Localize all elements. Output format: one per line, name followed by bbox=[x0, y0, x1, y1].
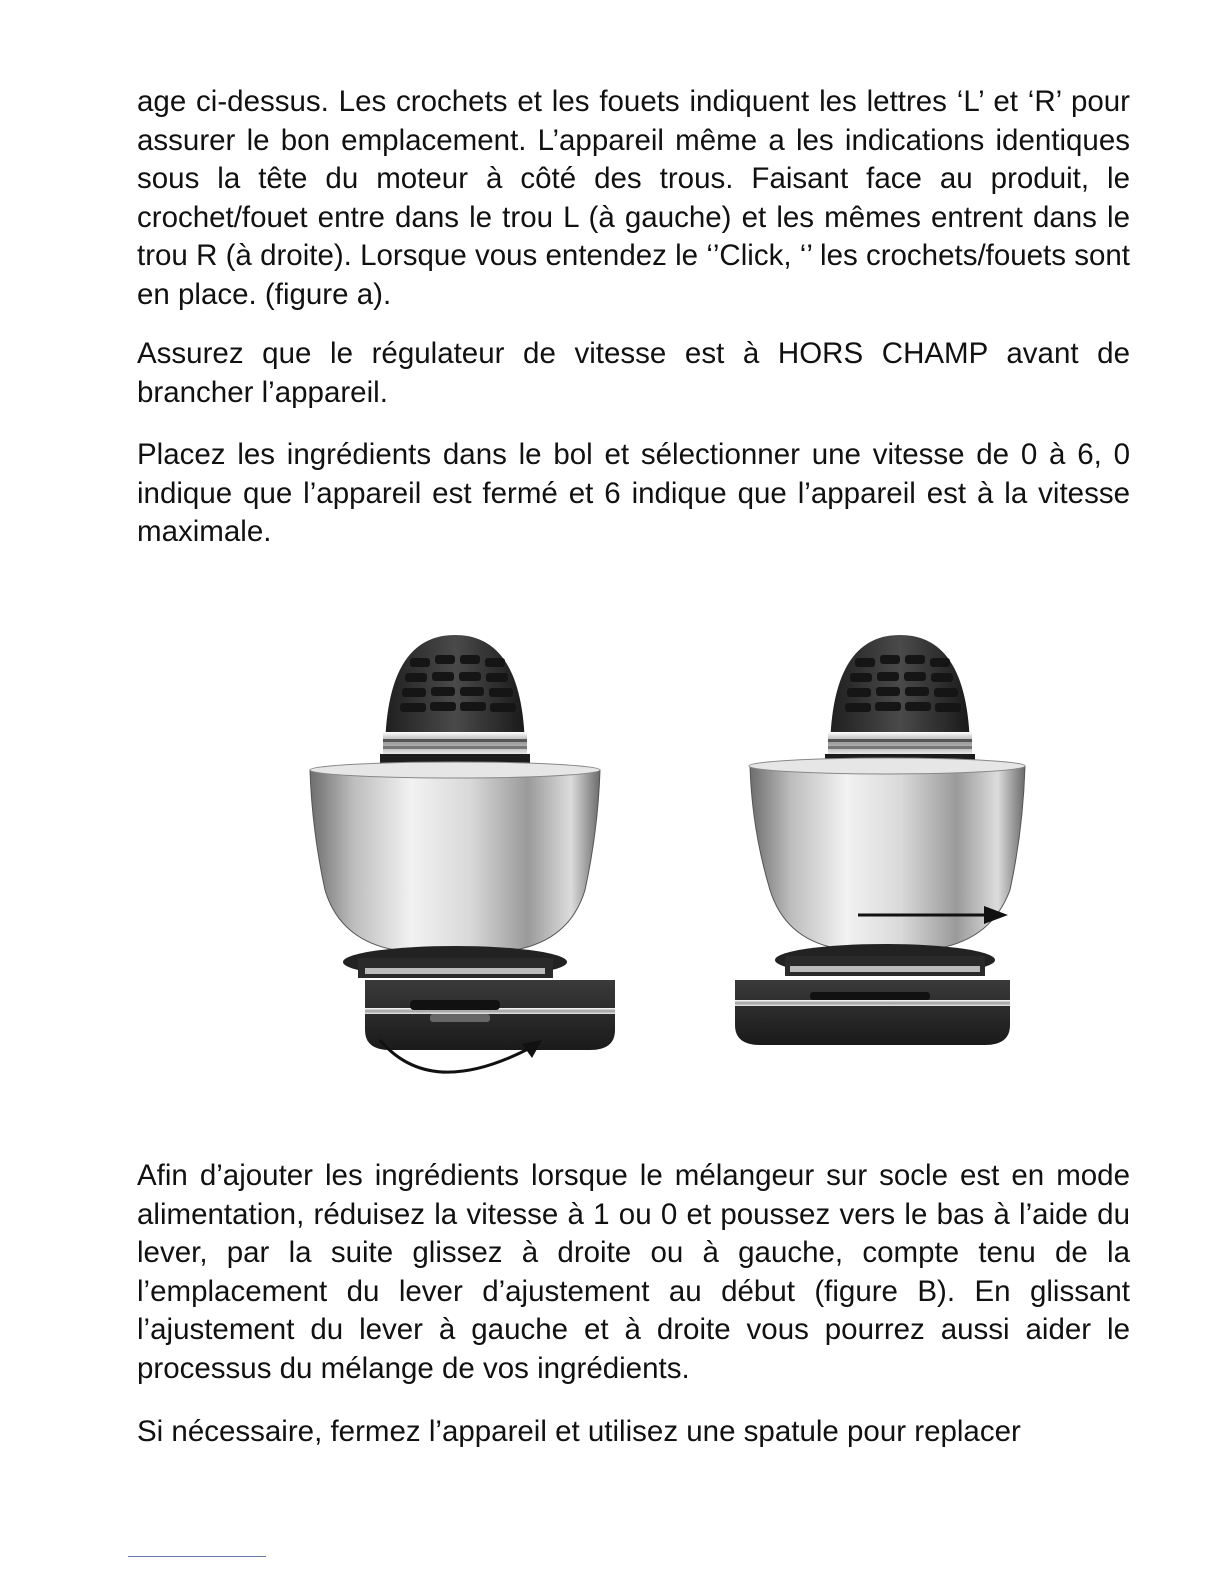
paragraph-select-speed: Placez les ingrédients dans le bol et sélectionner une vitesse de 0 à 6, 0 indique que l’appareil est fermé et 6 indique que l’appareil est à la vitesse maximale. bbox=[137, 438, 1130, 548]
footer-rule bbox=[128, 1556, 266, 1557]
right-mixer-image bbox=[735, 635, 1025, 1045]
paragraph-attach-hooks: age ci-dessus. Les crochets et les fouets indiquent les lettres ‘L’ et ‘R’ pour assurer le bon emplacement. L’appareil même a les indications identiques sous la tête du moteur à côté des trous. Faisant face au produit, le crochet/fouet entre dans le trou L (à gauche) et les mêmes entrent dans le trou R (à droite). Lorsque vous entendez le ‘’Click, ‘’ les crochets/fouets sont en place. (figure a). bbox=[137, 85, 1130, 311]
left-mixer-image bbox=[310, 635, 615, 1050]
paragraph-speed-off: Assurez que le régulateur de vitesse est à HORS CHAMP avant de brancher l’appareil. bbox=[137, 337, 1130, 409]
paragraph-add-ingredients: Afin d’ajouter les ingrédients lorsque le mélangeur sur socle est en mode alimentation, réduisez la vitesse à 1 ou 0 et poussez vers le bas à l’aide du lever, par la suite glissez à droite ou à gauche, compte tenu de la l’emplacement du lever d’ajustement au début (figure B). En glissant l’ajustement du lever à gauche et à droite vous pourrez aussi aider le processus du mélange de vos ingrédients. bbox=[137, 1159, 1130, 1385]
paragraph-spatula: Si nécessaire, fermez l’appareil et utilisez une spatule pour replacer bbox=[137, 1415, 1021, 1448]
mixer-figure bbox=[280, 600, 1100, 1110]
